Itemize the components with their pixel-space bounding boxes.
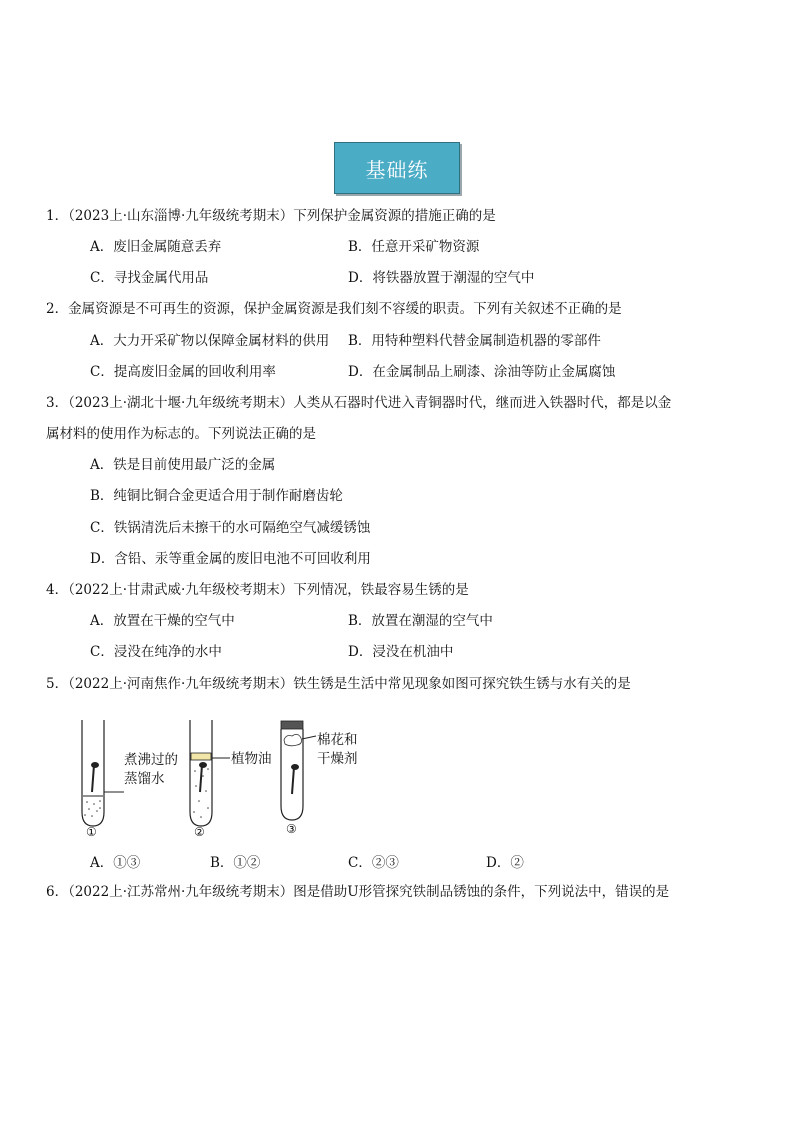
question-5-option-c: C．②③ bbox=[348, 855, 399, 871]
tube-2-oil-layer bbox=[191, 753, 211, 760]
iron-nail-icon bbox=[91, 762, 99, 792]
question-1-option-c: C．寻找金属代用品 bbox=[90, 270, 209, 286]
section-title: 基础练 bbox=[334, 142, 460, 194]
tube-3-stopper bbox=[281, 721, 303, 729]
question-5-option-a: A．①③ bbox=[90, 855, 141, 871]
question-3-stem-line-1: 3．（2023上·湖北十堰·九年级统考期末）人类从石器时代进入青铜器时代，继而进入铁器时代，都是以金 bbox=[46, 395, 672, 411]
question-2-option-b: B．用特种塑料代替金属制造机器的零部件 bbox=[348, 333, 601, 349]
cotton-desiccant-icon bbox=[284, 734, 302, 745]
question-2-option-a: A．大力开采矿物以保障金属材料的供用 bbox=[90, 333, 330, 349]
question-3-stem-line-2: 属材料的使用作为标志的。下列说法正确的是 bbox=[46, 426, 316, 442]
question-1-option-a: A．废旧金属随意丢弃 bbox=[90, 239, 222, 255]
question-3-option-d: D．含铅、汞等重金属的废旧电池不可回收利用 bbox=[90, 551, 371, 567]
question-3-option-c: C．铁锅清洗后未擦干的水可隔绝空气减缓锈蚀 bbox=[90, 520, 371, 536]
question-4-stem: 4．（2022上·甘肃武威·九年级校考期末）下列情况，铁最容易生锈的是 bbox=[46, 582, 469, 598]
question-1-option-b: B．任意开采矿物资源 bbox=[348, 239, 480, 255]
question-2-stem: 2．金属资源是不可再生的资源，保护金属资源是我们刻不容缓的职责。下列有关叙述不正确的是 bbox=[46, 301, 622, 317]
question-4-option-c: C．浸没在纯净的水中 bbox=[90, 644, 222, 660]
tube-1-water bbox=[84, 800, 101, 817]
tube-3-label: ③ bbox=[286, 822, 297, 836]
tube-2-label: ② bbox=[194, 825, 205, 839]
label-vegetable-oil: 植物油 bbox=[231, 751, 272, 767]
label-cotton-line-1: 棉花和 bbox=[317, 732, 358, 748]
question-2-option-c: C．提高废旧金属的回收利用率 bbox=[90, 364, 276, 380]
question-5-stem: 5．（2022上·河南焦作·九年级统考期末）铁生锈是生活中常见现象如图可探究铁生锈与水有关的是 bbox=[46, 676, 631, 692]
test-tube-figure bbox=[70, 716, 390, 842]
question-5-option-b: B．①② bbox=[210, 855, 261, 871]
question-4-option-d: D．浸没在机油中 bbox=[348, 644, 454, 660]
question-6-stem: 6．（2022上·江苏常州·九年级统考期末）图是借助U形管探究铁制品锈蚀的条件，下列说法中，错误的是 bbox=[46, 884, 670, 900]
question-2-option-d: D．在金属制品上刷漆、涂油等防止金属腐蚀 bbox=[348, 364, 616, 380]
label-cotton-line-2: 干燥剂 bbox=[317, 751, 358, 767]
question-4-option-a: A．放置在干燥的空气中 bbox=[90, 613, 235, 629]
iron-nail-icon bbox=[291, 764, 299, 794]
tube-1-label: ① bbox=[86, 825, 97, 839]
label-boiled-water-line-1: 煮沸过的 bbox=[124, 752, 178, 768]
label-boiled-water-line-2: 蒸馏水 bbox=[124, 771, 165, 787]
question-4-option-b: B．放置在潮湿的空气中 bbox=[348, 613, 493, 629]
iron-nail-icon bbox=[199, 762, 207, 792]
question-3-option-b: B．纯铜比铜合金更适合用于制作耐磨齿轮 bbox=[90, 488, 343, 504]
question-1-option-d: D．将铁器放置于潮湿的空气中 bbox=[348, 270, 535, 286]
question-3-option-a: A．铁是目前使用最广泛的金属 bbox=[90, 457, 276, 473]
question-5-option-d: D．② bbox=[486, 855, 524, 871]
question-1-stem: 1．（2023上·山东淄博·九年级统考期末）下列保护金属资源的措施正确的是 bbox=[46, 208, 496, 224]
